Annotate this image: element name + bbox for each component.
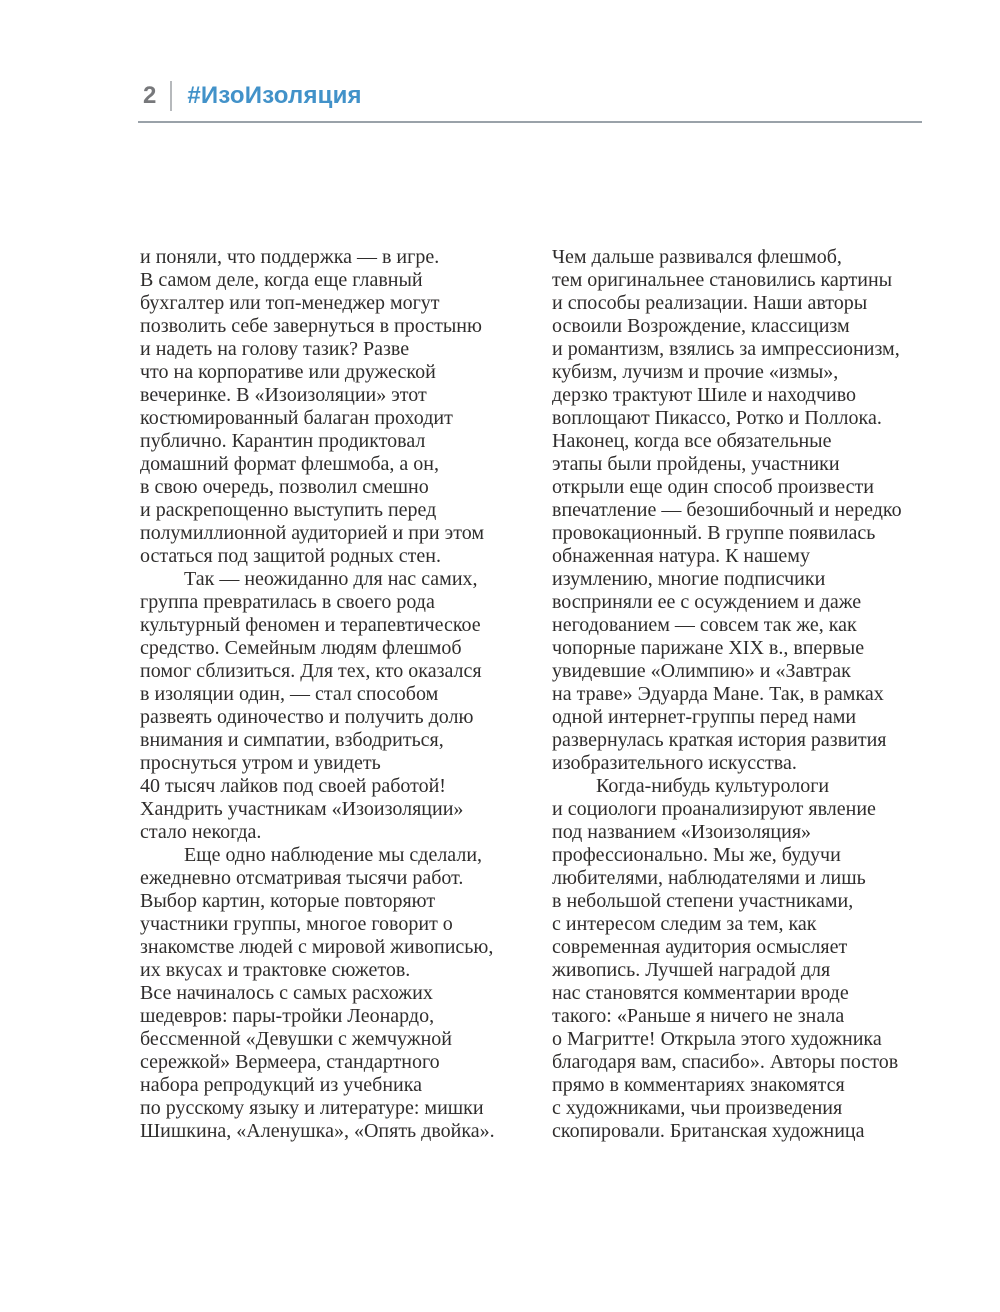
- text-line: этапы были пройдены, участники: [552, 453, 840, 475]
- text-line: шедевров: пары-тройки Леонардо,: [140, 1005, 435, 1027]
- text-line: помог сблизиться. Для тех, кто оказался: [140, 660, 482, 682]
- text-line: Чем дальше развивался флешмоб,: [552, 246, 842, 268]
- text-line: с интересом следим за тем, как: [552, 913, 817, 935]
- text-line: развернулась краткая история развития: [552, 729, 887, 751]
- right-text-column: [552, 246, 932, 1143]
- text-line: развеять одиночество и получить долю: [140, 706, 474, 728]
- text-line: культурный феномен и терапевтическое: [140, 614, 481, 636]
- text-line: средство. Семейным людям флешмоб: [140, 637, 462, 659]
- text-line: обнаженная натура. К нашему: [552, 545, 810, 567]
- text-line: изобразительного искусства.: [552, 752, 797, 774]
- text-line: освоили Возрождение, классицизм: [552, 315, 850, 337]
- text-line: Все начиналось с самых расхожих: [140, 982, 433, 1004]
- text-line: остаться под защитой родных стен.: [140, 545, 441, 567]
- running-header: [143, 80, 362, 112]
- text-line: домашний формат флешмоба, а он,: [140, 453, 439, 475]
- text-line: костюмированный балаган проходит: [140, 407, 453, 429]
- text-line: открыли еще один способ произвести: [552, 476, 874, 498]
- text-line: с художниками, чьи произведения: [552, 1097, 843, 1119]
- text-line: и способы реализации. Наши авторы: [552, 292, 868, 314]
- header-divider: [170, 81, 172, 111]
- text-line: набора репродукций из учебника: [140, 1074, 423, 1096]
- text-line: Шишкина, «Аленушка», «Опять двойка».: [140, 1120, 495, 1142]
- text-line: прямо в комментариях знакомятся: [552, 1074, 845, 1096]
- text-line: в изоляции один, — стал способом: [140, 683, 439, 705]
- text-line: публично. Карантин продиктовал: [140, 430, 426, 452]
- text-line: внимания и симпатии, взбодриться,: [140, 729, 444, 751]
- text-line: живопись. Лучшей наградой для: [552, 959, 831, 981]
- text-line: воплощают Пикассо, Ротко и Поллока.: [552, 407, 882, 429]
- text-line: на траве» Эдуарда Мане. Так, в рамках: [552, 683, 884, 705]
- text-line: группа превратилась в своего рода: [140, 591, 435, 613]
- text-line: их вкусах и трактовке сюжетов.: [140, 959, 411, 981]
- text-line: по русскому языку и литературе: мишки: [140, 1097, 484, 1119]
- text-line: одной интернет-группы перед нами: [552, 706, 857, 728]
- left-text-column: [140, 246, 552, 1143]
- text-line: профессионально. Мы же, будучи: [552, 844, 841, 866]
- text-line: 40 тысяч лайков под своей работой!: [140, 775, 446, 797]
- text-line: о Магритте! Открыла этого художника: [552, 1028, 882, 1050]
- page-number: 2: [143, 82, 157, 109]
- text-line: и романтизм, взялись за импрессионизм,: [552, 338, 900, 360]
- text-line: под названием «Изоизоляция»: [552, 821, 812, 843]
- text-line: восприняли ее с осуждением и даже: [552, 591, 862, 613]
- text-line: и надеть на голову тазик? Разве: [140, 338, 410, 360]
- text-line: современная аудитория осмысляет: [552, 936, 848, 958]
- text-line: В самом деле, когда еще главный: [140, 269, 423, 291]
- text-line: бессменной «Девушки с жемчужной: [140, 1028, 453, 1050]
- text-line: негодованием — совсем так же, как: [552, 614, 857, 636]
- text-line: впечатление — безошибочный и нередко: [552, 499, 902, 521]
- header-rule: [138, 121, 922, 123]
- text-line: стало некогда.: [140, 821, 262, 843]
- text-line: Так — неожиданно для нас самих,: [184, 568, 478, 590]
- chapter-hashtag-title: #ИзоИзоляция: [187, 82, 362, 109]
- text-line: в свою очередь, позволил смешно: [140, 476, 429, 498]
- text-line: такого: «Раньше я ничего не знала: [552, 1005, 845, 1027]
- text-line: Еще одно наблюдение мы сделали,: [184, 844, 483, 866]
- text-line: кубизм, лучизм и прочие «измы»,: [552, 361, 839, 383]
- text-line: и поняли, что поддержка — в игре.: [140, 246, 440, 268]
- text-line: что на корпоративе или дружеской: [140, 361, 436, 383]
- text-line: нас становятся комментарии вроде: [552, 982, 849, 1004]
- text-line: бухгалтер или топ-менеджер могут: [140, 292, 440, 314]
- text-line: вечеринке. В «Изоизоляции» этот: [140, 384, 427, 406]
- text-line: чопорные парижане XIX в., впервые: [552, 637, 865, 659]
- text-line: благодаря вам, спасибо». Авторы постов: [552, 1051, 899, 1073]
- text-line: Когда-нибудь культурологи: [596, 775, 830, 797]
- text-line: сережкой» Вермеера, стандартного: [140, 1051, 440, 1073]
- text-line: Хандрить участникам «Изоизоляции»: [140, 798, 464, 820]
- text-line: и социологи проанализируют явление: [552, 798, 876, 820]
- text-columns: [140, 246, 932, 1143]
- text-line: участники группы, многое говорит о: [140, 913, 453, 935]
- text-line: провокационный. В группе появилась: [552, 522, 876, 544]
- text-line: ежедневно отсматривая тысячи работ.: [140, 867, 464, 889]
- text-line: знакомстве людей с мировой живописью,: [140, 936, 494, 958]
- text-line: позволить себе завернуться в простыню: [140, 315, 482, 337]
- text-line: дерзко трактуют Шиле и находчиво: [552, 384, 857, 406]
- text-line: тем оригинальнее становились картины: [552, 269, 893, 291]
- text-line: Выбор картин, которые повторяют: [140, 890, 436, 912]
- text-line: увидевшие «Олимпию» и «Завтрак: [552, 660, 851, 682]
- text-line: скопировали. Британская художница: [552, 1120, 865, 1142]
- text-line: изумлению, многие подписчики: [552, 568, 826, 590]
- text-line: в небольшой степени участниками,: [552, 890, 854, 912]
- text-line: проснуться утром и увидеть: [140, 752, 381, 774]
- text-line: Наконец, когда все обязательные: [552, 430, 832, 452]
- text-line: и раскрепощенно выступить перед: [140, 499, 437, 521]
- text-line: полумиллионной аудиторией и при этом: [140, 522, 484, 544]
- text-line: любителями, наблюдателями и лишь: [552, 867, 866, 889]
